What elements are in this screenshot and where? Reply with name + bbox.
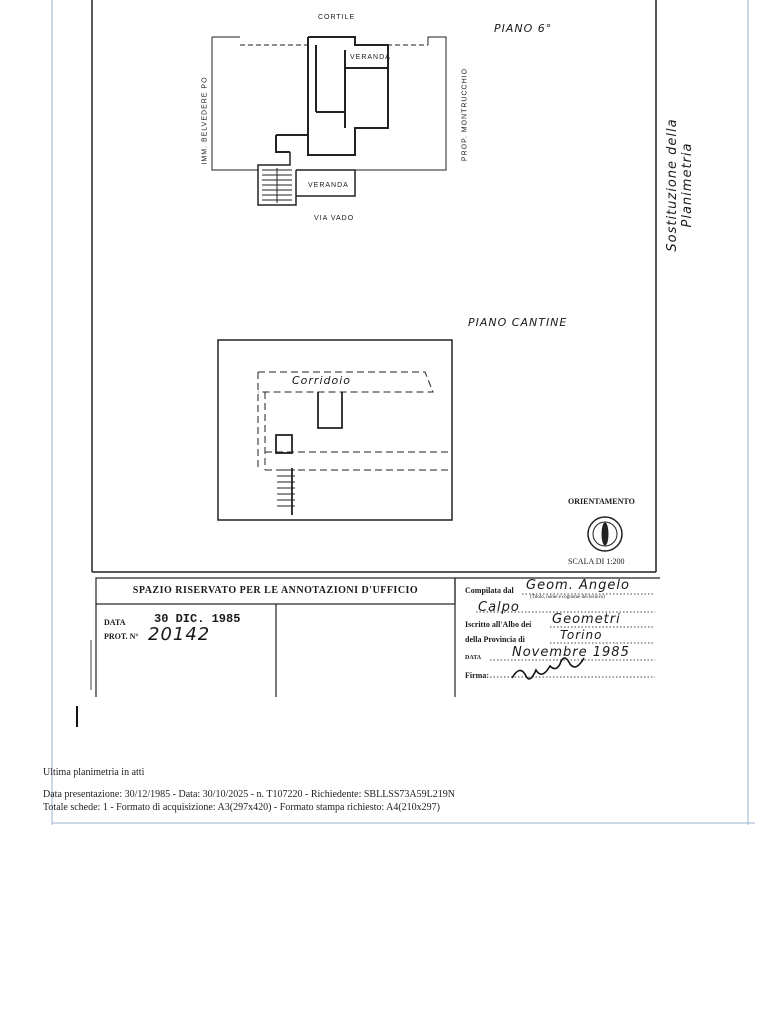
footer-line-3: Totale schede: 1 - Formato di acquisizione: A3(297x420) - Formato stampa richiesto: A4(210x297) — [43, 802, 440, 813]
compass-icon — [588, 517, 622, 551]
side-note: Sostituzione della Planimetria — [665, 118, 695, 252]
compiled-by-label: Compilata dal — [465, 586, 514, 595]
cellar-title: PIANO CANTINE — [468, 316, 568, 329]
compiled-by-hint: (Titolo, nome e cognome del tecnico) — [530, 595, 606, 600]
compiler-date-value: Novembre 1985 — [512, 645, 630, 660]
signature-mark — [512, 658, 584, 679]
footer-line-2: Data presentazione: 30/12/1985 - Data: 30/10/2025 - n. T107220 - Richiedente: SBLLSS73A59L219N — [43, 789, 455, 800]
veranda-bottom-label: VERANDA — [308, 182, 349, 189]
office-box-title: SPAZIO RISERVATO PER LE ANNOTAZIONI D'UFFICIO — [132, 585, 419, 596]
register-value: Geometri — [552, 612, 621, 627]
left-neighbor-label: IMM. BELVEDERE PO — [201, 76, 209, 165]
compiled-by-name: Geom. Angelo — [526, 578, 630, 593]
office-prot-value: 20142 — [148, 624, 211, 645]
office-date-label: DATA — [104, 618, 126, 627]
compiled-by-name-2: Calpo — [478, 600, 520, 615]
footer-line-1: Ultima planimetria in atti — [43, 767, 145, 778]
courtyard-label: CORTILE — [318, 14, 356, 21]
corridor-label: Corridoio — [292, 374, 352, 387]
floor6-title: PIANO 6° — [494, 22, 553, 35]
province-label: della Provincia di — [465, 635, 525, 644]
orientation-label: ORIENTAMENTO — [568, 497, 635, 506]
scale-label: SCALA DI 1:200 — [568, 557, 625, 566]
office-date-value: 30 DIC. 1985 — [154, 612, 241, 626]
province-value: Torino — [560, 628, 603, 642]
veranda-top-label: VERANDA — [350, 54, 391, 61]
floor6-plan — [212, 37, 446, 205]
street-label: VIA VADO — [314, 215, 355, 222]
right-neighbor-label: PROP. MONTRUCCHIO — [461, 67, 469, 162]
cellar-plan — [218, 340, 452, 520]
register-label: Iscritto all'Albo dei — [465, 620, 532, 629]
office-prot-label: PROT. N° — [104, 632, 139, 641]
signature-label: Firma: — [465, 671, 489, 680]
compiler-date-label: DATA — [465, 655, 482, 661]
